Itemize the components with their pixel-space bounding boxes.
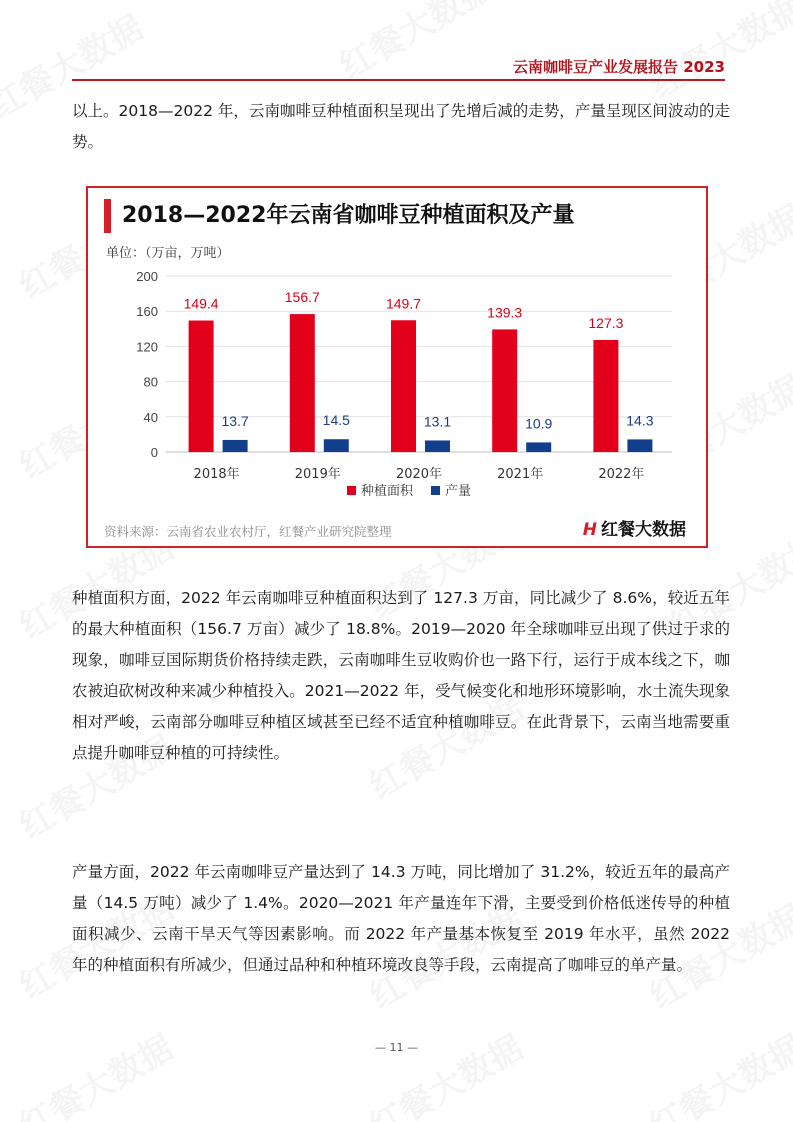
data-label-area: 139.3: [487, 304, 523, 321]
paragraph-planting-area: 种植面积方面，2022 年云南咖啡豆种植面积达到了 127.3 万亩，同比减少了 8.6%，较近五年的最大种植面积（156.7 万亩）减少了 18.8%。2019—2020 年全球咖啡豆出现了供过于求的现象，咖啡豆国际期货价格持续走跌，云南咖啡生豆收购价也一路下行，运行于成本线之下，咖农被迫砍树改种来减少种植投入。2021—2022 年，受气候变化和地形环境影响，水土流失现象相对严峻，云南部分咖啡豆种植区域甚至已经不适宜种植咖啡豆。在此背景下，云南当地需要重点提升咖啡豆种植的可持续性。: [72, 589, 730, 762]
watermark: [639, 0, 793, 108]
y-tick-label: 40: [143, 409, 158, 425]
x-tick-label: 2018年: [193, 467, 240, 482]
data-label-production: 13.1: [423, 413, 452, 430]
y-tick-label: 120: [136, 339, 158, 355]
legend-swatch: [347, 486, 356, 495]
data-label-area: 156.7: [284, 289, 320, 306]
page-number: — 11 —: [375, 1041, 418, 1054]
watermark: [329, 0, 501, 88]
header-divider: [72, 79, 725, 81]
y-tick-label: 160: [136, 304, 158, 320]
legend-label: 种植面积: [361, 484, 414, 499]
bar-production: [425, 440, 450, 452]
bar-production: [223, 440, 248, 452]
bar-production: [324, 439, 349, 452]
watermark: [9, 1021, 181, 1122]
chart-card: [86, 186, 708, 548]
legend-swatch: [431, 486, 440, 495]
bar-production: [526, 442, 551, 452]
bar-area: [189, 321, 214, 452]
x-tick-label: 2020年: [395, 467, 443, 482]
paragraph-intro: 以上。2018—2022 年，云南咖啡豆种植面积呈现出了先增后减的走势，产量呈现区间波动的走势。: [72, 102, 730, 151]
bar-production: [627, 439, 652, 452]
y-tick-label: 80: [143, 374, 158, 390]
watermark: [639, 1021, 793, 1122]
report-header-title: 云南咖啡豆产业发展报告 2023: [513, 58, 725, 76]
paragraph-production: 产量方面，2022 年云南咖啡豆产量达到了 14.3 万吨，同比增加了 31.2%，较近五年的最高产量（14.5 万吨）减少了 1.4%。2020—2021 年产量连年下滑，主要受到价格低迷传导的种植面积减少、云南干旱天气等因素影响。而 2022 年产量基本恢复至 2019 年水平，虽然 2022 年的种植面积有所减少，但通过品种和种植环境改良等手段，云南提高了咖啡豆的单产量。: [72, 863, 730, 974]
legend-label: 产量: [445, 484, 472, 499]
data-label-area: 127.3: [588, 314, 624, 331]
data-label-area: 149.4: [183, 295, 219, 312]
bar-area: [290, 314, 315, 452]
data-label-production: 13.7: [221, 412, 249, 429]
bar-area: [593, 340, 618, 452]
brand-logo: [583, 515, 686, 540]
x-tick-label: 2021年: [497, 467, 544, 482]
bar-chart: [88, 188, 706, 546]
brand-name: 红餐大数据: [601, 520, 686, 540]
bar-area: [391, 320, 416, 452]
y-tick-label: 200: [136, 269, 158, 284]
chart-source: 资料来源：云南省农业农村厅，红餐产业研究院整理: [104, 524, 392, 539]
bar-area: [492, 329, 517, 452]
y-tick-label: 0: [150, 445, 158, 460]
data-label-production: 14.3: [626, 412, 654, 429]
chart-title: 2018—2022年云南省咖啡豆种植面积及产量: [122, 203, 575, 228]
x-tick-label: 2019年: [294, 467, 341, 482]
chart-unit-label: 单位：（万亩，万吨）: [106, 246, 230, 261]
watermark: [359, 1021, 531, 1122]
data-label-production: 14.5: [322, 412, 350, 429]
x-tick-label: 2022年: [598, 467, 645, 482]
data-label-area: 149.7: [385, 295, 422, 312]
brand-h-icon: H: [582, 520, 597, 540]
data-label-production: 10.9: [525, 415, 553, 432]
